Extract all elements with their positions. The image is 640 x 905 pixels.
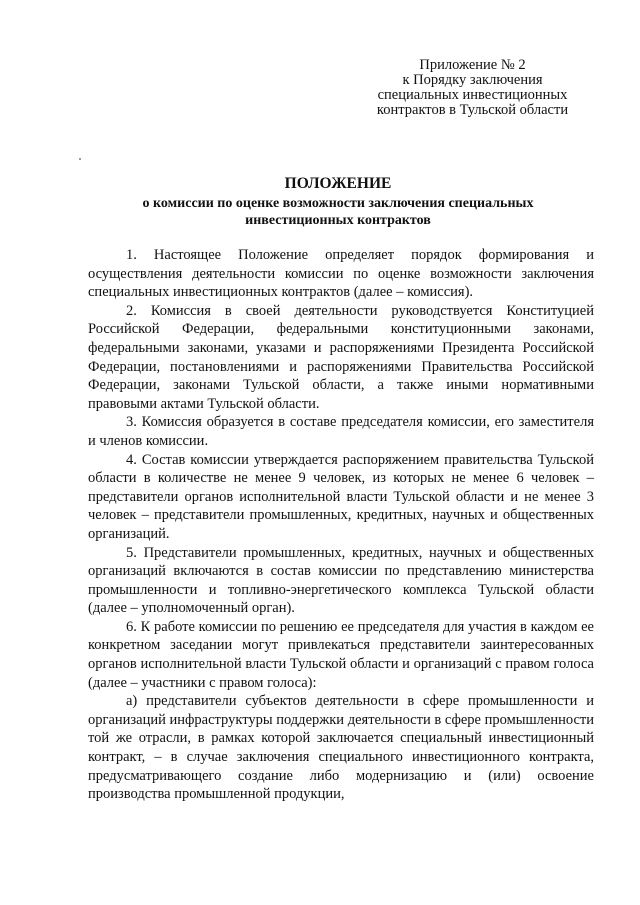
appendix-line: к Порядку заключения — [402, 72, 543, 88]
paragraph-4: 4. Состав комиссии утверждается распоряжением правительства Тульской области в количестве не менее 9 человек, из которых не менее 6 человек – представители органов исполнительной власти Тульской области и не менее 3 человек – представители промышленных, кредитных, научных и общественных организаций. — [88, 451, 594, 542]
document-body — [88, 246, 594, 804]
appendix-line: Приложение № 2 — [419, 57, 526, 73]
paragraph-6a: а) представители субъектов деятельности в сфере промышленности и организаций инфраструктуры поддержки деятельности в сфере промышленности той же отрасли, в рамках которой заключается специальный инвестиционный контракт, – в случае заключения специального инвестиционного контракта, предусматривающего создание либо модернизацию и (или) освоение производства промышленной продукции, — [88, 693, 594, 803]
paragraph-5: 5. Представители промышленных, кредитных, научных и общественных организаций включаются в состав комиссии по представлению министерства промышленности и топливно-энергетического комплекса Тульской области (далее – уполномоченный орган). — [88, 544, 594, 617]
paragraph-3: 3. Комиссия образуется в составе председателя комиссии, его заместителя и членов комиссии. — [88, 414, 594, 449]
appendix-line: контрактов в Тульской области — [376, 102, 569, 118]
document-title — [88, 175, 588, 229]
scan-dot — [79, 158, 81, 160]
paragraph-6: 6. К работе комиссии по решению ее председателя для участия в каждом ее конкретном заседании могут привлекаться представители заинтересованных органов исполнительной власти Тульской области и организаций с правом голоса (далее – участники с правом голоса): — [88, 618, 594, 691]
title-main: ПОЛОЖЕНИЕ — [284, 175, 392, 192]
appendix-header — [365, 58, 580, 118]
appendix-line: специальных инвестиционных — [377, 87, 568, 103]
paragraph-2: 2. Комиссия в своей деятельности руководствуется Конституцией Российской Федерации, федеральными конституционными законами, федеральными законами, указами и распоряжениями Президента Российской Федерации, постановлениями и распоряжениями Правительства Российской Федерации, законами Тульской области, а также иными нормативными правовыми актами Тульской области. — [88, 302, 594, 412]
paragraph-1: 1. Настоящее Положение определяет порядок формирования и осуществления деятельности комиссии по оценке возможности заключения специальных инвестиционных контрактов (далее – комиссия). — [88, 247, 594, 301]
title-subtitle-line: инвестиционных контрактов — [245, 213, 431, 228]
title-subtitle-line: о комиссии по оценке возможности заключения специальных — [142, 196, 534, 211]
